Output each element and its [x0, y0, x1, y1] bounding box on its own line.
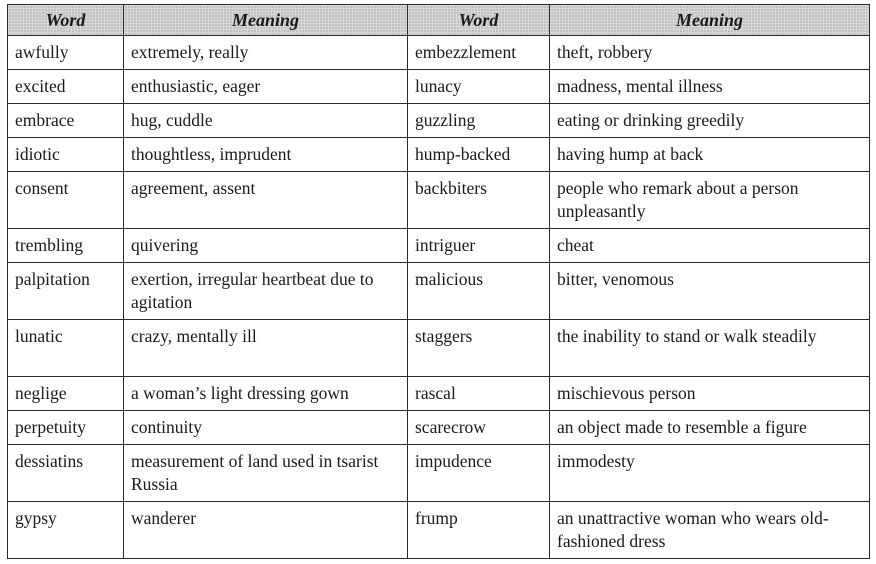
meaning-cell: eating or drinking greedily	[550, 104, 870, 138]
meaning-cell: madness, mental illness	[550, 70, 870, 104]
table-row	[8, 502, 870, 559]
word-cell: awfully	[8, 36, 124, 70]
word-cell: intriguer	[408, 229, 550, 263]
meaning-cell: the inability to stand or walk steadily	[550, 320, 870, 377]
header-meaning-1: Meaning	[124, 5, 408, 36]
meaning-cell: crazy, mentally ill	[124, 320, 408, 377]
word-cell: embrace	[8, 104, 124, 138]
table-row	[8, 172, 870, 229]
meaning-cell: cheat	[550, 229, 870, 263]
word-cell: frump	[408, 502, 550, 559]
meaning-cell: hug, cuddle	[124, 104, 408, 138]
header-word-1: Word	[8, 5, 124, 36]
word-cell: hump-backed	[408, 138, 550, 172]
meaning-cell: thoughtless, imprudent	[124, 138, 408, 172]
meaning-cell: quivering	[124, 229, 408, 263]
table-row	[8, 377, 870, 411]
word-cell: trembling	[8, 229, 124, 263]
table-body	[8, 36, 870, 559]
meaning-cell: an object made to resemble a figure	[550, 411, 870, 445]
word-cell: neglige	[8, 377, 124, 411]
word-cell: guzzling	[408, 104, 550, 138]
table-row	[8, 411, 870, 445]
table-row	[8, 36, 870, 70]
meaning-cell: bitter, venomous	[550, 263, 870, 320]
word-cell: consent	[8, 172, 124, 229]
table-row	[8, 70, 870, 104]
meaning-cell: exertion, irregular heartbeat due to agitation	[124, 263, 408, 320]
meaning-cell: immodesty	[550, 445, 870, 502]
table-row	[8, 320, 870, 377]
meaning-cell: people who remark about a person unpleasantly	[550, 172, 870, 229]
meaning-cell: mischievous person	[550, 377, 870, 411]
meaning-cell: an unattractive woman who wears old-fashioned dress	[550, 502, 870, 559]
table-row	[8, 445, 870, 502]
table-header	[8, 5, 870, 36]
meaning-cell: continuity	[124, 411, 408, 445]
table-row	[8, 229, 870, 263]
meaning-cell: wanderer	[124, 502, 408, 559]
word-cell: idiotic	[8, 138, 124, 172]
word-cell: excited	[8, 70, 124, 104]
meaning-cell: a woman’s light dressing gown	[124, 377, 408, 411]
meaning-cell: measurement of land used in tsarist Russia	[124, 445, 408, 502]
header-meaning-2: Meaning	[550, 5, 870, 36]
meaning-cell: agreement, assent	[124, 172, 408, 229]
word-cell: perpetuity	[8, 411, 124, 445]
meaning-cell: theft, robbery	[550, 36, 870, 70]
meaning-cell: having hump at back	[550, 138, 870, 172]
meaning-cell: extremely, really	[124, 36, 408, 70]
word-cell: rascal	[408, 377, 550, 411]
word-cell: gypsy	[8, 502, 124, 559]
meaning-cell: enthusiastic, eager	[124, 70, 408, 104]
word-cell: lunatic	[8, 320, 124, 377]
table-row	[8, 263, 870, 320]
table-row	[8, 104, 870, 138]
vocabulary-table	[7, 4, 870, 559]
word-cell: embezzlement	[408, 36, 550, 70]
word-cell: impudence	[408, 445, 550, 502]
word-cell: backbiters	[408, 172, 550, 229]
word-cell: lunacy	[408, 70, 550, 104]
header-row	[8, 5, 870, 36]
word-cell: staggers	[408, 320, 550, 377]
word-cell: scarecrow	[408, 411, 550, 445]
word-cell: malicious	[408, 263, 550, 320]
word-cell: dessiatins	[8, 445, 124, 502]
word-cell: palpitation	[8, 263, 124, 320]
header-word-2: Word	[408, 5, 550, 36]
table-row	[8, 138, 870, 172]
